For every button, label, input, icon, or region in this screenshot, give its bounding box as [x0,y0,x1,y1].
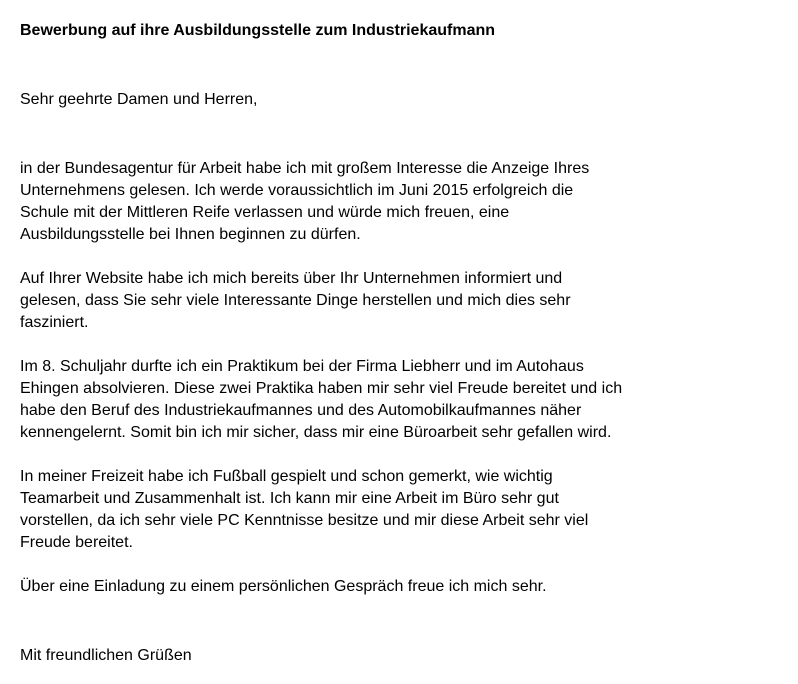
paragraph-line: Auf Ihrer Website habe ich mich bereits über Ihr Unternehmen informiert und [20,270,563,287]
paragraph-line: Im 8. Schuljahr durfte ich ein Praktikum bei der Firma Liebherr und im Autohaus [20,358,584,375]
letter-paragraph-4 [20,466,790,554]
paragraph-line: Teamarbeit und Zusammenhalt ist. Ich kann mir eine Arbeit im Büro sehr gut [20,490,559,507]
letter-paragraph-1 [20,158,790,246]
paragraph-line: kennengelernt. Somit bin ich mir sicher, dass mir eine Büroarbeit sehr gefallen wird. [20,424,612,441]
paragraph-line: habe den Beruf des Industriekaufmannes und des Automobilkaufmannes näher [20,402,582,419]
letter-page [20,20,790,667]
paragraph-line: fasziniert. [20,314,89,331]
letter-salutation: Sehr geehrte Damen und Herren, [20,91,258,108]
letter-paragraph-3 [20,356,790,444]
paragraph-line: in der Bundesagentur für Arbeit habe ich mit großem Interesse die Anzeige Ihres [20,160,590,177]
paragraph-line: Schule mit der Mittleren Reife verlassen und würde mich freuen, eine [20,204,510,221]
paragraph-line: In meiner Freizeit habe ich Fußball gespielt und schon gemerkt, wie wichtig [20,468,553,485]
paragraph-line: Freude bereitet. [20,534,133,551]
letter-paragraph-5 [20,576,790,598]
letter-paragraph-2 [20,268,790,334]
letter-closing: Mit freundlichen Grüßen [20,647,192,664]
paragraph-line: Ehingen absolvieren. Diese zwei Praktika haben mir sehr viel Freude bereitet und ich [20,380,623,397]
paragraph-line: Ausbildungsstelle bei Ihnen beginnen zu dürfen. [20,226,361,243]
paragraph-line: vorstellen, da ich sehr viele PC Kenntnisse besitze und mir diese Arbeit sehr viel [20,512,589,529]
letter-subject: Bewerbung auf ihre Ausbildungsstelle zum Industriekaufmann [20,22,496,39]
paragraph-line: gelesen, dass Sie sehr viele Interessante Dinge herstellen und mich dies sehr [20,292,571,309]
paragraph-line: Über eine Einladung zu einem persönlichen Gespräch freue ich mich sehr. [20,578,547,595]
paragraph-line: Unternehmens gelesen. Ich werde voraussichtlich im Juni 2015 erfolgreich die [20,182,574,199]
